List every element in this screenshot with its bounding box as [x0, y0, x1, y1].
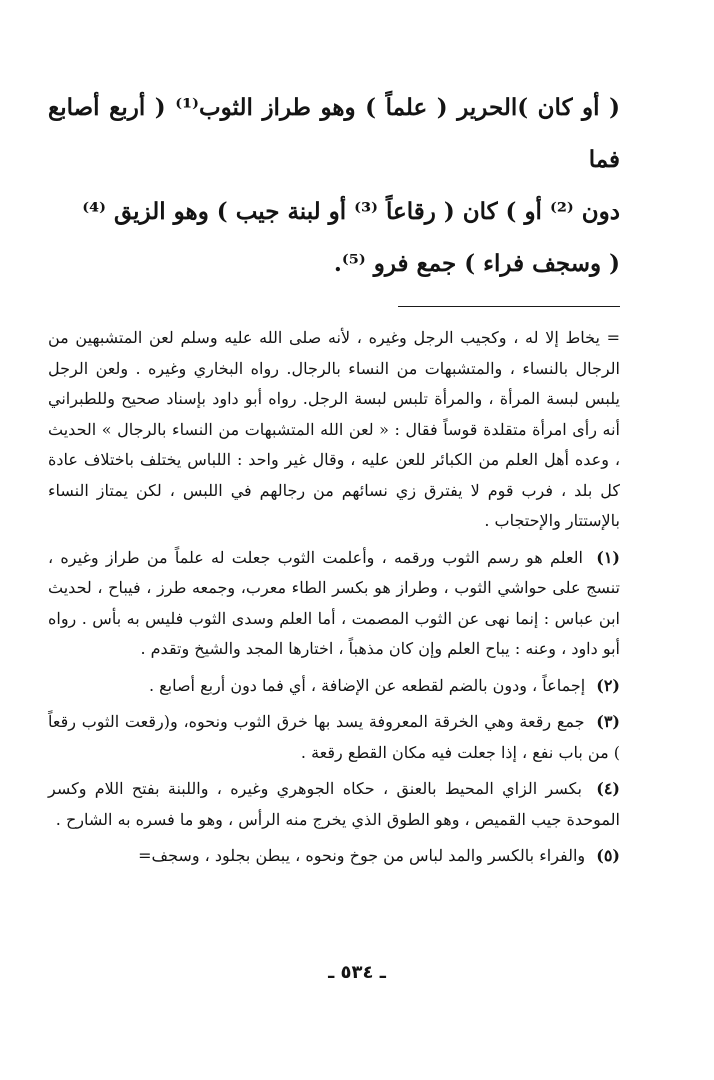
- footnote-number: (٣): [596, 712, 620, 731]
- footnote-1: [48, 543, 620, 665]
- footnote-number: (٢): [596, 675, 620, 695]
- footnote-text: بكسر الزاي المحيط بالعنق ، حكاه الجوهري وغيره ، واللبنة بفتح اللام وكسر الموحدة جيب القميص ، وهو الطوق الذي يخرج منه الرأس ، وهو ما فسره به الشارح .: [48, 779, 620, 829]
- footnote-4: [48, 774, 620, 835]
- footnote-text: العلم هو رسم الثوب ورقمه ، وأعلمت الثوب جعلت له علماً من طراز وغيره ، تنسج على حواشي الثوب ، وطراز هو بكسر الطاء معرب، وجمعه طرز ، فيباح ، لحديث ابن عباس : إنما نهى عن الثوب المصمت ، أما العلم وسدى الثوب فليس به بأس . رواه أبو داود ، وعنه : يباح العلم وإن كان مذهباً ، اختارها المجد والشيخ وتقدم .: [48, 547, 620, 658]
- main-text: [48, 82, 620, 290]
- main-text-line: ( وسجف فراء ) جمع فرو ⁽⁵⁾.: [333, 250, 620, 277]
- footnote-text: جمع رقعة وهي الخرقة المعروفة يسد بها خرق الثوب ونحوه، و(رقعت الثوب رقعاً ) من باب نفع ، إذا جعلت فيه مكان القطع رقعة .: [48, 712, 620, 762]
- footnote-5: [48, 841, 620, 872]
- footnote-text: والفراء بالكسر والمد لباس من جوخ ونحوه ، يبطن بجلود ، وسجف=: [138, 846, 586, 865]
- book-page: [48, 82, 620, 1072]
- main-text-line: دون ⁽²⁾ أو ) كان ( رقاعاً ⁽³⁾ أو لبنة جيب ) وهو الزيق ⁽⁴⁾: [82, 198, 620, 225]
- main-text-line: ( أو كان )الحرير ( علماً ) وهو طراز الثوب⁽¹⁾ ( أربع أصابع فما: [48, 94, 620, 173]
- footnote-separator: [398, 306, 620, 307]
- footnote-2: [48, 671, 620, 702]
- footnote-3: [48, 707, 620, 768]
- footnote-number: (٥): [596, 846, 620, 865]
- page-number: ـ ٥٣٤ ـ: [328, 962, 386, 983]
- footnote-number: (٤): [596, 779, 620, 798]
- footnote-number: (١): [596, 547, 620, 567]
- footnote-text: إجماعاً ، ودون بالضم لقطعه عن الإضافة ، أي فما دون أربع أصابع .: [148, 675, 586, 695]
- footnote-continuation: = يخاط إلا له ، وكجيب الرجل وغيره ، لأنه صلى الله عليه وسلم لعن المتشبهين من الرجال بالنساء ، والمتشبهات من النساء بالرجال. رواه البخاري وغيره . ولعن الرجل يلبس لبسة المرأة ، والمرأة تلبس لبسة الرجل. رواه أبو داود بإسناد صحيح وللطبراني أنه رأى امرأة متقلدة قوساً فقال : « لعن الله المتشبهات من النساء بالرجال » الحديث ، وعده أهل العلم من الكبائر للعن عليه ، وقال غير واحد : اللباس يختلف باختلاف عادة كل بلد ، فرب قوم لا يفترق زي نسائهم من رجالهم في اللبس ، لكن يمتاز النساء بالإستتار والإحتجاب .: [48, 328, 620, 530]
